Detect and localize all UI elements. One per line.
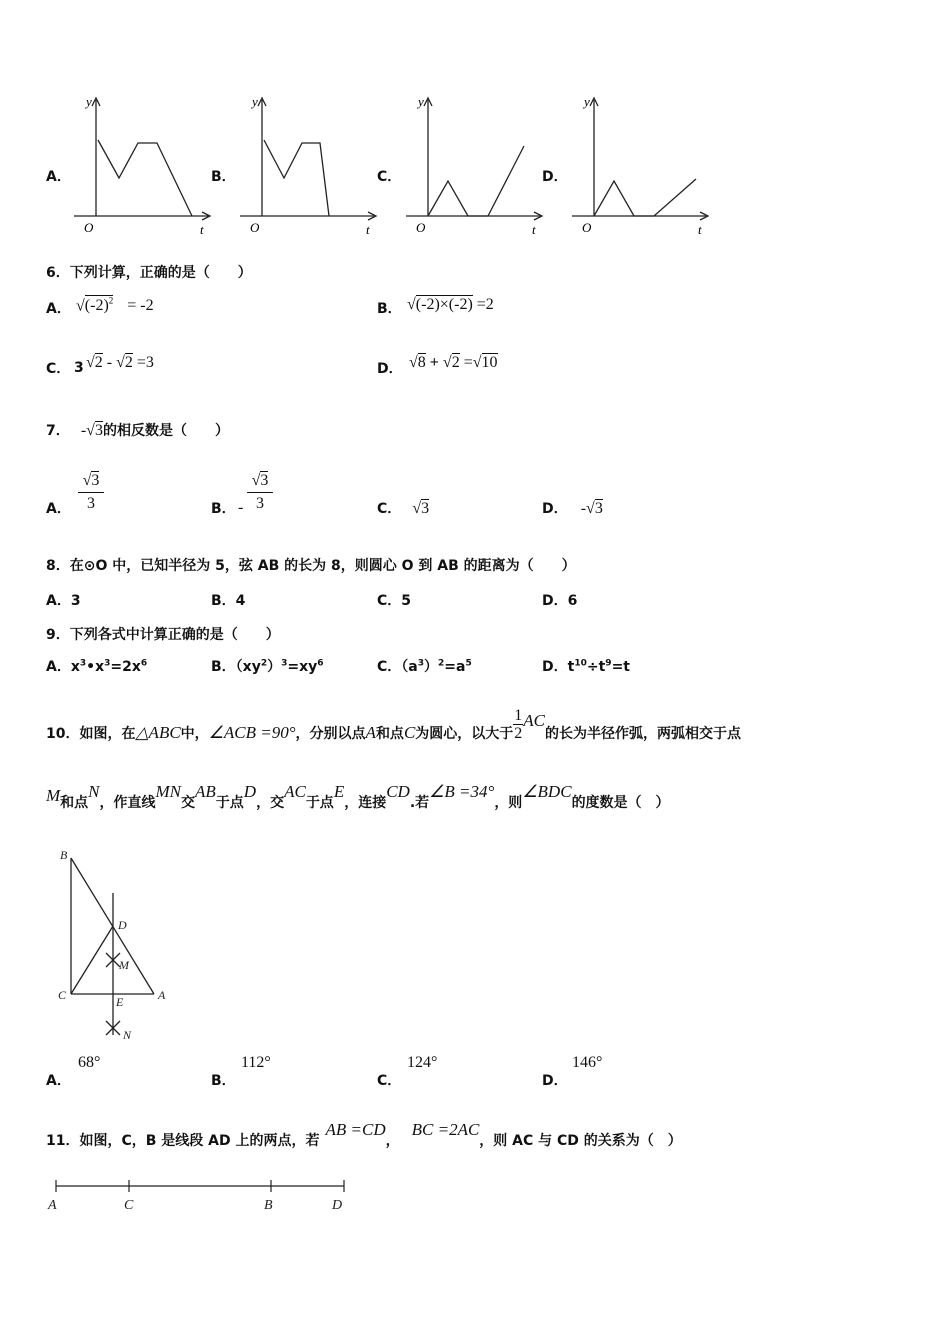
axis-y-label: y xyxy=(252,94,258,109)
radical-icon: √ xyxy=(86,422,95,439)
graph-c xyxy=(398,92,548,240)
q6-a-label: A． xyxy=(46,301,71,317)
graph-a xyxy=(66,92,216,240)
q6-b-expr: √(-2)×(-2) =2 xyxy=(407,296,494,313)
axis-t-label: t xyxy=(200,222,204,237)
axis-t-label: t xyxy=(366,222,370,237)
radical-icon: √ xyxy=(472,354,482,371)
point-a-label: A xyxy=(158,988,166,1002)
point-c-label: C xyxy=(58,988,67,1002)
q11-segment-figure xyxy=(40,1170,360,1220)
q9-stem: 9．下列各式中计算正确的是（ ） xyxy=(46,627,280,643)
q6-a-expr: $√(-2)^2 = -2$ xyxy=(76,296,154,315)
q8-stem: 8．在⊙O 中，已知半径为 5，弦 AB 的长为 8，则圆心 O 到 AB 的距离为（ ） xyxy=(46,558,576,574)
point-d-label: D xyxy=(118,918,127,932)
q9-option-d: D．$t^{10}\div t^9=t$ xyxy=(542,658,630,675)
radical-icon: √ xyxy=(76,297,85,315)
q7-a-fraction: √3 3 xyxy=(78,472,104,513)
axis-y-label: y xyxy=(584,94,590,109)
radical-icon: √ xyxy=(442,354,452,371)
q6-d-expr: √8 + √2 =√10 xyxy=(409,354,498,371)
q7-b-fraction: √3 3 xyxy=(247,472,273,513)
q6-option-a xyxy=(46,296,154,318)
radical-icon: √ xyxy=(86,354,95,371)
point-n-label: N xyxy=(123,1028,132,1042)
axis-y-label: y xyxy=(86,94,92,109)
q11-stem: 11．如图，C，B 是线段 AD 上的两点，若AB =CD，BC =2AC，则 AC 与 CD 的关系为（ ） xyxy=(46,1120,682,1149)
q10-stem-line2: M和点N，作直线MN交AB于点D，交AC于点E，连接CD.若∠B =34°，则∠BDC的度数是（ ） xyxy=(46,782,670,811)
graph-d xyxy=(564,92,714,240)
radical-icon: √ xyxy=(251,472,261,489)
q7-option-c: C． √3 xyxy=(377,500,430,517)
radical-icon: √ xyxy=(116,354,125,371)
q10-half-fraction: $\frac{1}{2}$ xyxy=(514,707,523,742)
radical-icon: √ xyxy=(82,472,92,489)
q8-option-a: A．3 xyxy=(46,593,81,609)
q7-stem: 7． -√3的相反数是（ ） xyxy=(46,422,229,439)
graph-option-c-label: C． xyxy=(377,169,402,185)
q9-option-a: A．$x^3•x^3=2x^6$ xyxy=(46,658,148,675)
q6-b-label: B． xyxy=(377,301,402,317)
q6-c-expr: √2 - √2 =3 xyxy=(86,354,154,371)
graph-option-b-label: B． xyxy=(211,169,236,185)
radical-icon: √ xyxy=(586,500,595,517)
q9-option-b: B．$(xy^2)^3=xy^6$ xyxy=(211,658,324,675)
radical-icon: √ xyxy=(412,500,422,517)
point-b-label: B xyxy=(60,848,68,862)
axis-t-label: t xyxy=(698,222,702,237)
q6-option-b xyxy=(377,296,494,318)
graph-option-d-label: D． xyxy=(542,169,568,185)
q6-c-label: C． xyxy=(46,361,71,377)
q8-option-d: D．6 xyxy=(542,593,578,609)
q6-option-d xyxy=(377,354,498,378)
q8-option-c: C．5 xyxy=(377,593,412,609)
origin-label: O xyxy=(416,220,426,235)
q7-option-d: D． -√3 xyxy=(542,500,603,517)
q9-option-c: C．$(a^3)^2=a^5$ xyxy=(377,658,472,675)
radical-icon: √ xyxy=(409,354,418,371)
point-e-label: E xyxy=(116,995,124,1009)
origin-label: O xyxy=(582,220,592,235)
graph-b xyxy=(232,92,382,240)
origin-label: O xyxy=(250,220,260,235)
point-b-label: B xyxy=(264,1198,273,1213)
point-a-label: A xyxy=(48,1198,57,1213)
axis-y-label: y xyxy=(418,94,424,109)
point-c-label: C xyxy=(124,1198,134,1213)
segment-cd xyxy=(71,926,113,994)
q10-triangle-figure xyxy=(50,845,180,1045)
q6-stem: 6．下列计算，正确的是（ ） xyxy=(46,265,252,281)
q8-option-b: B．4 xyxy=(211,593,246,609)
q10-stem-line1: 10．如图，在△ABC中，∠ACB =90°，分别以点A和点C为圆心，以大于 $\frac{1}{2}$ AC的长为半径作弧，两弧相交于点 xyxy=(46,707,742,742)
point-m-label: M xyxy=(119,958,129,972)
point-d-label: D xyxy=(332,1198,343,1213)
radical-icon: √ xyxy=(407,296,416,313)
q6-d-label: D． xyxy=(377,361,403,377)
q6-option-c: C． 3 √2 - √2 =3 xyxy=(46,354,154,377)
axis-t-label: t xyxy=(532,222,536,237)
origin-label: O xyxy=(84,220,94,235)
graph-option-a-label: A． xyxy=(46,169,71,185)
